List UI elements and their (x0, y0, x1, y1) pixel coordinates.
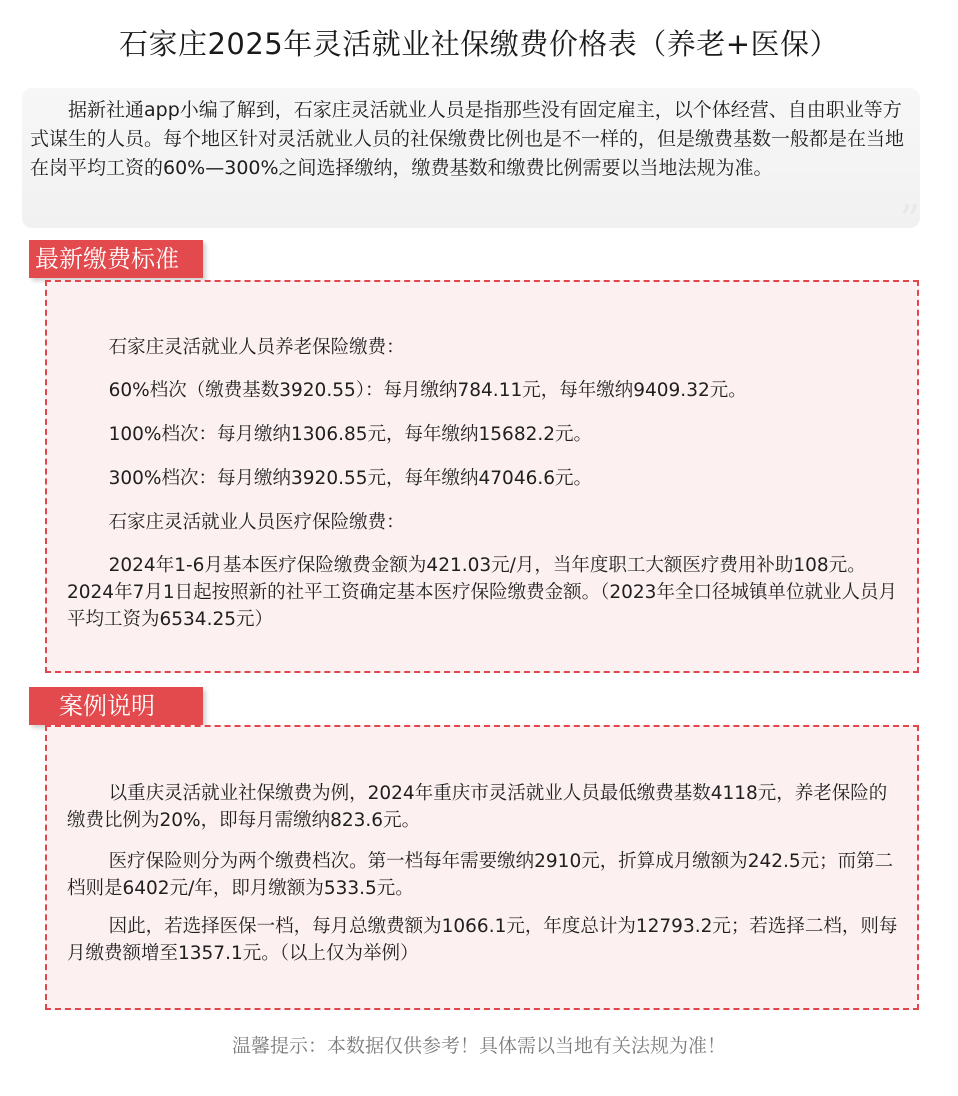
case-paragraph: 以重庆灵活就业社保缴费为例，2024年重庆市灵活就业人员最低缴费基数4118元，养老保险的缴费比例为20%，即每月需缴纳823.6元。 (67, 783, 888, 831)
pension-heading: 石家庄灵活就业人员养老保险缴费： (108, 337, 405, 358)
medical-heading: 石家庄灵活就业人员医疗保险缴费： (108, 512, 405, 533)
case-paragraph: 医疗保险则分为两个缴费档次。第一档每年需要缴纳2910元，折算成月缴额为242.5元；而第二档则是6402元/年，即月缴额为533.5元。 (67, 851, 894, 899)
page-title: 石家庄2025年灵活就业社保缴费价格表（养老+医保） (118, 27, 840, 61)
footer-tip: 温馨提示：本数据仅供参考！具体需以当地有关法规为准！ (231, 1035, 726, 1057)
section-label-payment-standard: 最新缴费标准 (29, 240, 203, 278)
case-study-panel (45, 725, 919, 1010)
medical-detail: 2024年1-6月基本医疗保险缴费金额为421.03元/月，当年度职工大额医疗费用补助108元。2024年7月1日起按照新的社平工资确定基本医疗保险缴费金额。（2023年全口径城镇单位就业人员月平均工资为6534.25元） (67, 555, 897, 630)
pension-tier-60: 60%档次（缴费基数3920.55）：每月缴纳784.11元，每年缴纳9409.32元。 (108, 380, 747, 401)
payment-standard-panel (45, 280, 919, 673)
pension-tier-100: 100%档次：每月缴纳1306.85元，每年缴纳15682.2元。 (108, 424, 593, 445)
case-paragraph: 因此，若选择医保一档，每月总缴费额为1066.1元，年度总计为12793.2元；若选择二档，则每月缴费额增至1357.1元。（以上仅为举例） (67, 916, 898, 964)
pension-tier-300: 300%档次：每月缴纳3920.55元，每年缴纳47046.6元。 (108, 468, 593, 489)
section-label-case-study: 案例说明 (29, 687, 203, 725)
intro-text: 据新社通app小编了解到，石家庄灵活就业人员是指那些没有固定雇主，以个体经营、自由职业等方式谋生的人员。每个地区针对灵活就业人员的社保缴费比例也是不一样的，但是缴费基数一般都是在当地在岗平均工资的60%—300%之间选择缴纳，缴费基数和缴费比例需要以当地法规为准。 (30, 99, 905, 179)
quote-mark-icon: ” (899, 198, 920, 244)
intro-box (22, 88, 920, 244)
